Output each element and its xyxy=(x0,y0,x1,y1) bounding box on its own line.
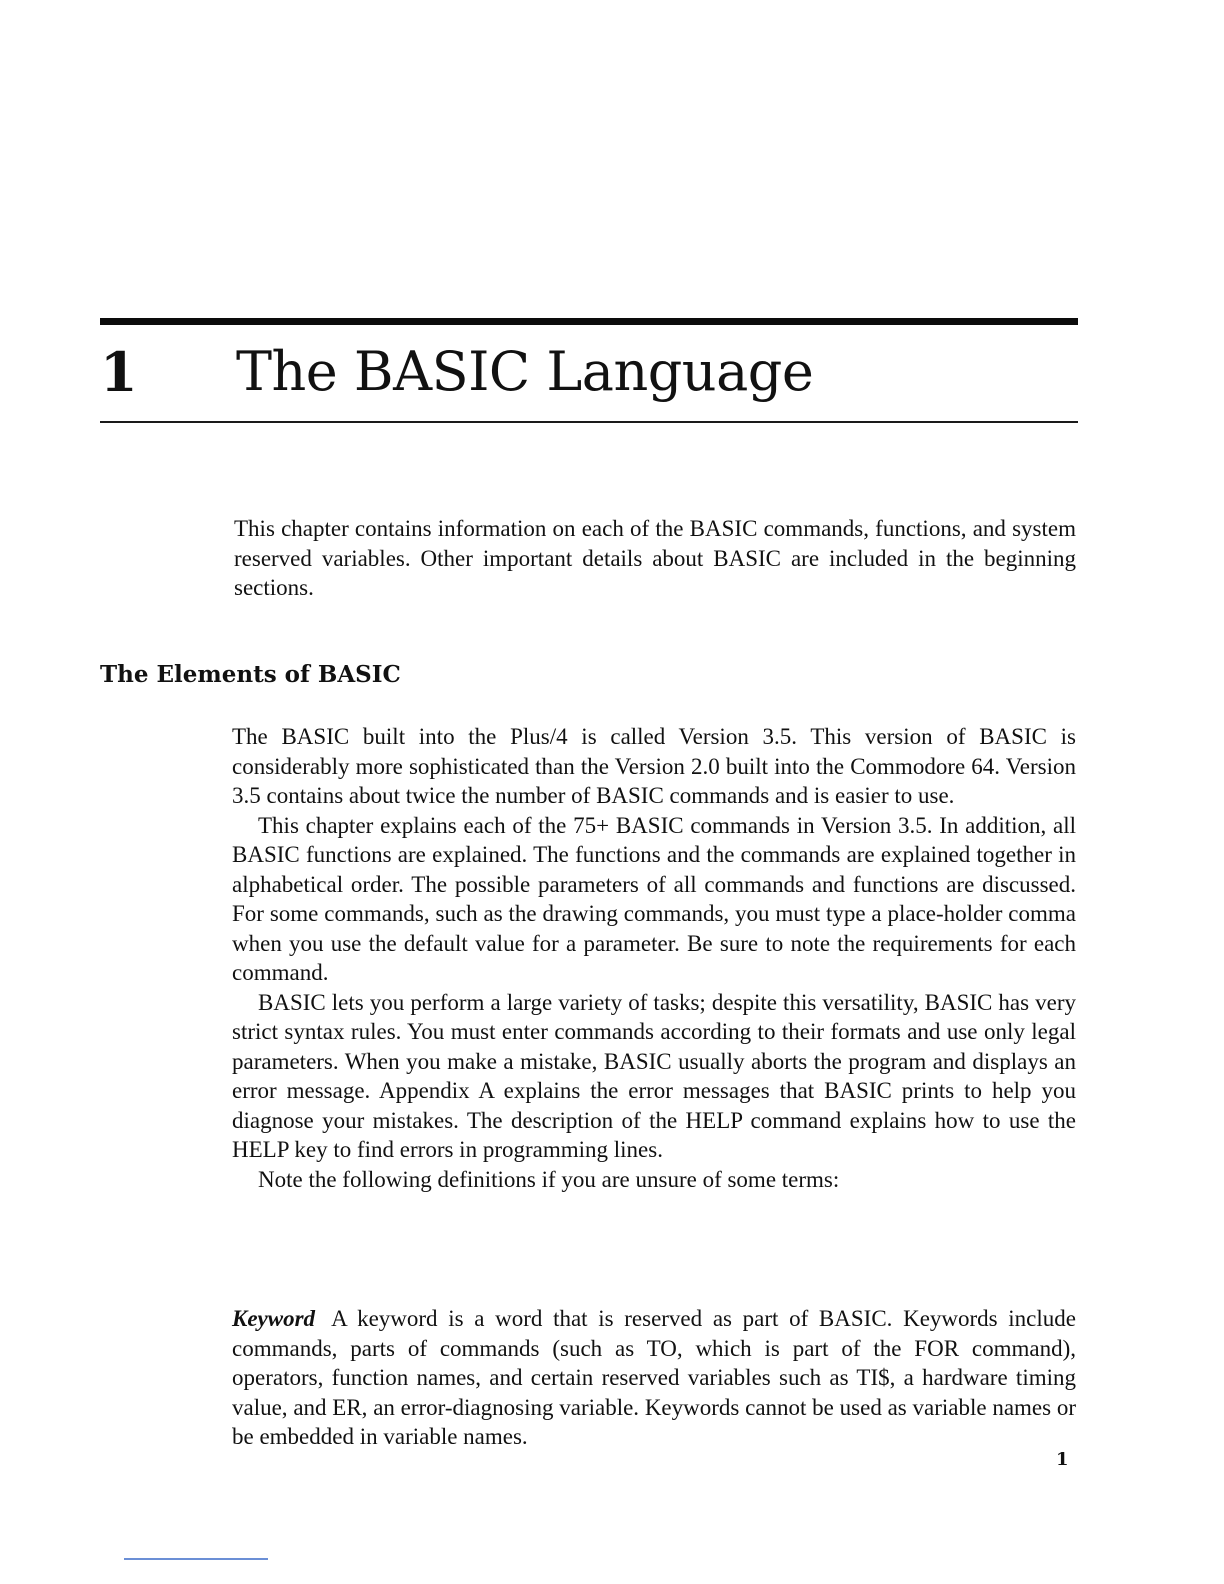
definition-paragraph xyxy=(232,1304,1076,1452)
definition-term: Keyword xyxy=(232,1306,316,1331)
footer-line xyxy=(124,1558,268,1560)
intro-block xyxy=(234,514,1076,603)
chapter-top-rule xyxy=(100,318,1078,325)
chapter-bottom-rule xyxy=(100,421,1078,423)
chapter-number: 1 xyxy=(100,340,138,404)
body-paragraph-4: Note the following definitions if you are unsure of some terms: xyxy=(258,1166,840,1192)
body-paragraph-3: BASIC lets you perform a large variety of tasks; despite this versatility, BASIC has very strict syntax rules. You must enter commands according to their formats and use only legal parameters. When you make a mistake, BASIC usually aborts the program and displays an error message. Appendix A explains the error messages that BASIC prints to help you diagnose your mistakes. The description of the HELP command explains how to use the HELP key to find errors in programming lines. xyxy=(232,989,1076,1162)
definition-text: A keyword is a word that is reserved as part of BASIC. Keywords include commands, parts of commands (such as TO, which is part of the FOR command), operators, function names, and certain reserved variables such as TI$, a hardware timing value, and ER, an error-diagnosing variable. Keywords cannot be used as variable names or be embedded in variable names. xyxy=(232,1306,1076,1449)
chapter-title: The BASIC Language xyxy=(236,340,814,403)
page-number: 1 xyxy=(1056,1449,1069,1470)
body-paragraph-1: The BASIC built into the Plus/4 is called Version 3.5. This version of BASIC is considerably more sophisticated than the Version 2.0 built into the Commodore 64. Version 3.5 contains about twice the number of BASIC commands and is easier to use. xyxy=(232,724,1076,808)
section-heading: The Elements of BASIC xyxy=(100,661,401,688)
intro-paragraph: This chapter contains information on each of the BASIC commands, functions, and system reserved variables. Other important details about BASIC are included in the beginning sections. xyxy=(234,516,1076,600)
definition-keyword xyxy=(232,1304,1076,1452)
section-body xyxy=(232,722,1076,1194)
body-paragraph-2: This chapter explains each of the 75+ BASIC commands in Version 3.5. In addition, all BASIC functions are explained. The functions and the commands are explained together in alphabetical order. The possible parameters of all commands and functions are discussed. For some commands, such as the drawing commands, you must type a place-holder comma when you use the default value for a parameter. Be sure to note the requirements for each command. xyxy=(232,812,1076,985)
